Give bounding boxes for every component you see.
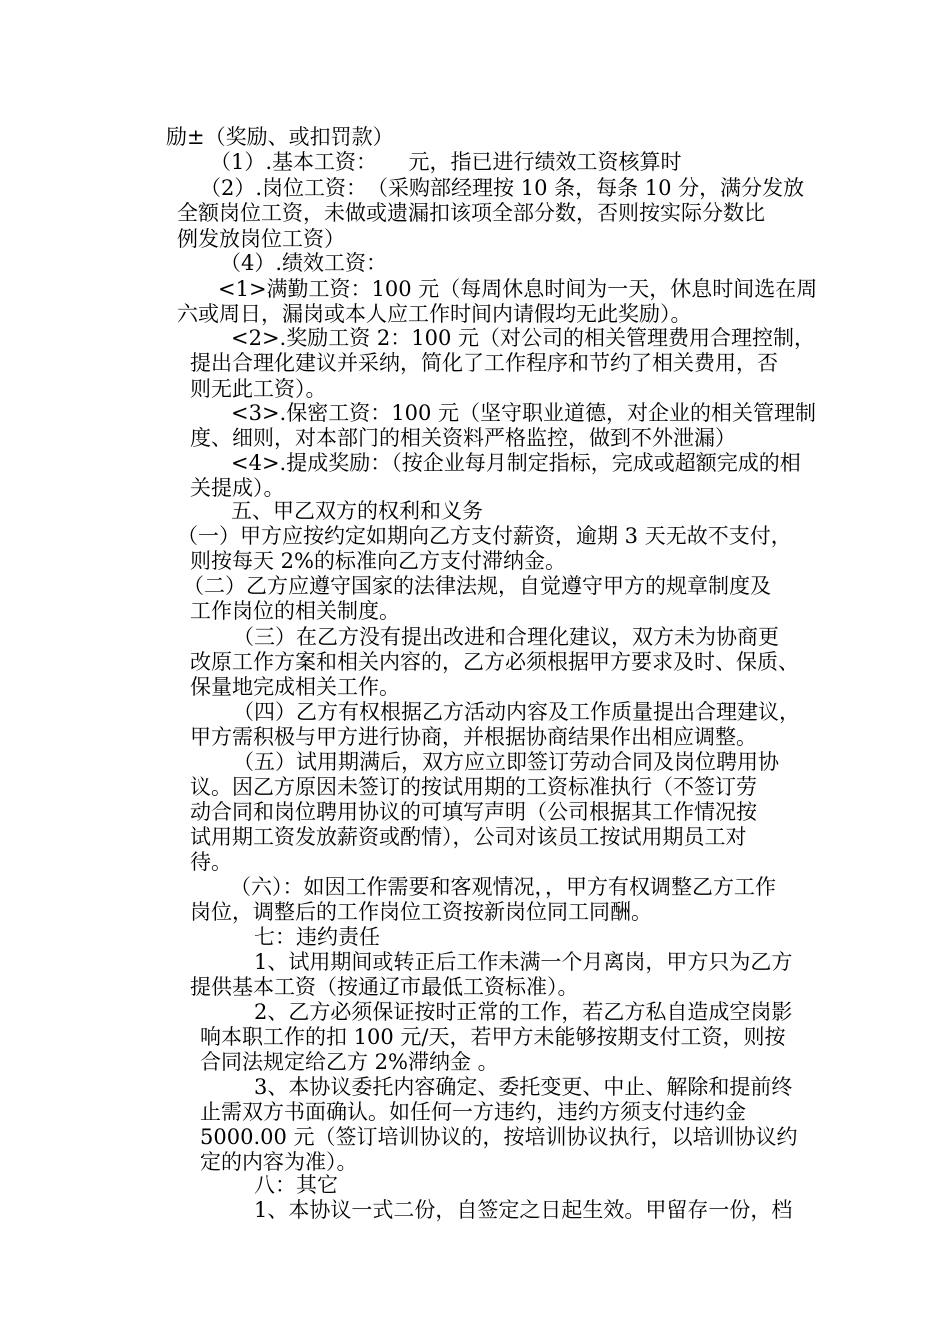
text-line: 度、细则，对本部门的相关资料严格监控，做到不外泄漏） <box>190 426 736 450</box>
text-line: 六或周日，漏岗或本人应工作时间内请假均无此奖励）。 <box>177 302 692 326</box>
text-line: 定的内容为准）。 <box>200 1150 358 1174</box>
text-line: 工作岗位的相关制度。 <box>190 599 400 623</box>
text-line: （1）.基本工资： 元，指已进行绩效工资核算时 <box>210 150 682 174</box>
text-line: 动合同和岗位聘用协议的可填写声明（公司根据其工作情况按 <box>190 800 757 824</box>
text-line: （五）试用期满后，双方应立即签订劳动合同及岗位聘用协 <box>233 750 779 774</box>
text-line: <3>.保密工资：100 元（坚守职业道德，对企业的相关管理制 <box>231 401 816 425</box>
text-line: 1、试用期间或转正后工作未满一个月离岗，甲方只为乙方 <box>254 950 793 974</box>
text-line: （四）乙方有权根据乙方活动内容及工作质量提出合理建议， <box>233 700 800 724</box>
text-line: 则按每天 2%的标准向乙方支付滞纳金。 <box>190 549 566 573</box>
text-line: 改原工作方案和相关内容的，乙方必须根据甲方要求及时、保质、 <box>190 650 799 674</box>
text-line: 3、本协议委托内容确定、委托变更、中止、解除和提前终 <box>254 1075 793 1099</box>
text-line: <1>满勤工资：100 元（每周休息时间为一天，休息时间选在周 <box>218 277 818 301</box>
text-line: 提出合理化建议并采纳，简化了工作程序和节约了相关费用，否 <box>190 351 778 375</box>
text-line: （一）甲方应按约定如期向乙方支付薪资，逾期 3 天无故不支付， <box>177 524 792 548</box>
text-line: 则无此工资）。 <box>190 377 327 401</box>
text-line: 励±（奖励、或扣罚款） <box>166 125 394 149</box>
text-line: 关提成）。 <box>190 476 285 500</box>
text-line: 合同法规定给乙方 2%滞纳金 。 <box>200 1050 499 1074</box>
text-line: 岗位，调整后的工作岗位工资按新岗位同工同酬。 <box>190 900 652 924</box>
text-line: 全额岗位工资，未做或遗漏扣该项全部分数，否则按实际分数比 <box>177 201 765 225</box>
text-line: 甲方需积极与甲方进行协商，并根据协商结果作出相应调整。 <box>190 725 757 749</box>
text-line: （2）.岗位工资： （采购部经理按 10 条，每条 10 分，满分发放 <box>200 176 805 200</box>
text-line: 响本职工作的扣 100 元/天，若甲方未能够按期支付工资，则按 <box>200 1025 786 1049</box>
text-line: 2、乙方必须保证按时正常的工作，若乙方私自造成空岗影 <box>254 1000 793 1024</box>
text-line: （六）：如因工作需要和客观情况，，甲方有权调整乙方工作 <box>230 875 776 899</box>
text-line: 例发放岗位工资） <box>177 227 345 251</box>
text-line: 1、本协议一式二份，自签定之日起生效。甲留存一份，档 <box>254 1198 793 1222</box>
text-line: 试用期工资发放薪资或酌情），公司对该员工按试用期员工对 <box>190 825 747 849</box>
text-line: （二）乙方应遵守国家的法律法规，自觉遵守甲方的规章制度及 <box>183 574 771 598</box>
text-line: 待。 <box>190 850 232 874</box>
section-heading: 八：其它 <box>254 1173 338 1197</box>
text-line: 保量地完成相关工作。 <box>190 675 400 699</box>
text-line: 止需双方书面确认。如任何一方违约，违约方须支付违约金 <box>200 1100 746 1124</box>
section-heading: 七：违约责任 <box>254 925 380 949</box>
text-line: <2>.奖励工资 2：100 元（对公司的相关管理费用合理控制， <box>231 326 816 350</box>
text-line: （三）在乙方没有提出改进和合理化建议，双方未为协商更 <box>233 625 779 649</box>
text-line: 议。因乙方原因未签订的按试用期的工资标准执行（不签订劳 <box>190 775 757 799</box>
text-line: 提供基本工资（按通辽市最低工资标准）。 <box>190 975 579 999</box>
text-line: 5000.00 元（签订培训协议的，按培训协议执行，以培训协议约 <box>200 1125 798 1149</box>
text-line: （4）.绩效工资： <box>220 251 388 275</box>
text-line: <4>.提成奖励：（按企业每月制定指标，完成或超额完成的相 <box>231 451 801 475</box>
section-heading: 五、甲乙双方的权利和义务 <box>231 499 483 523</box>
